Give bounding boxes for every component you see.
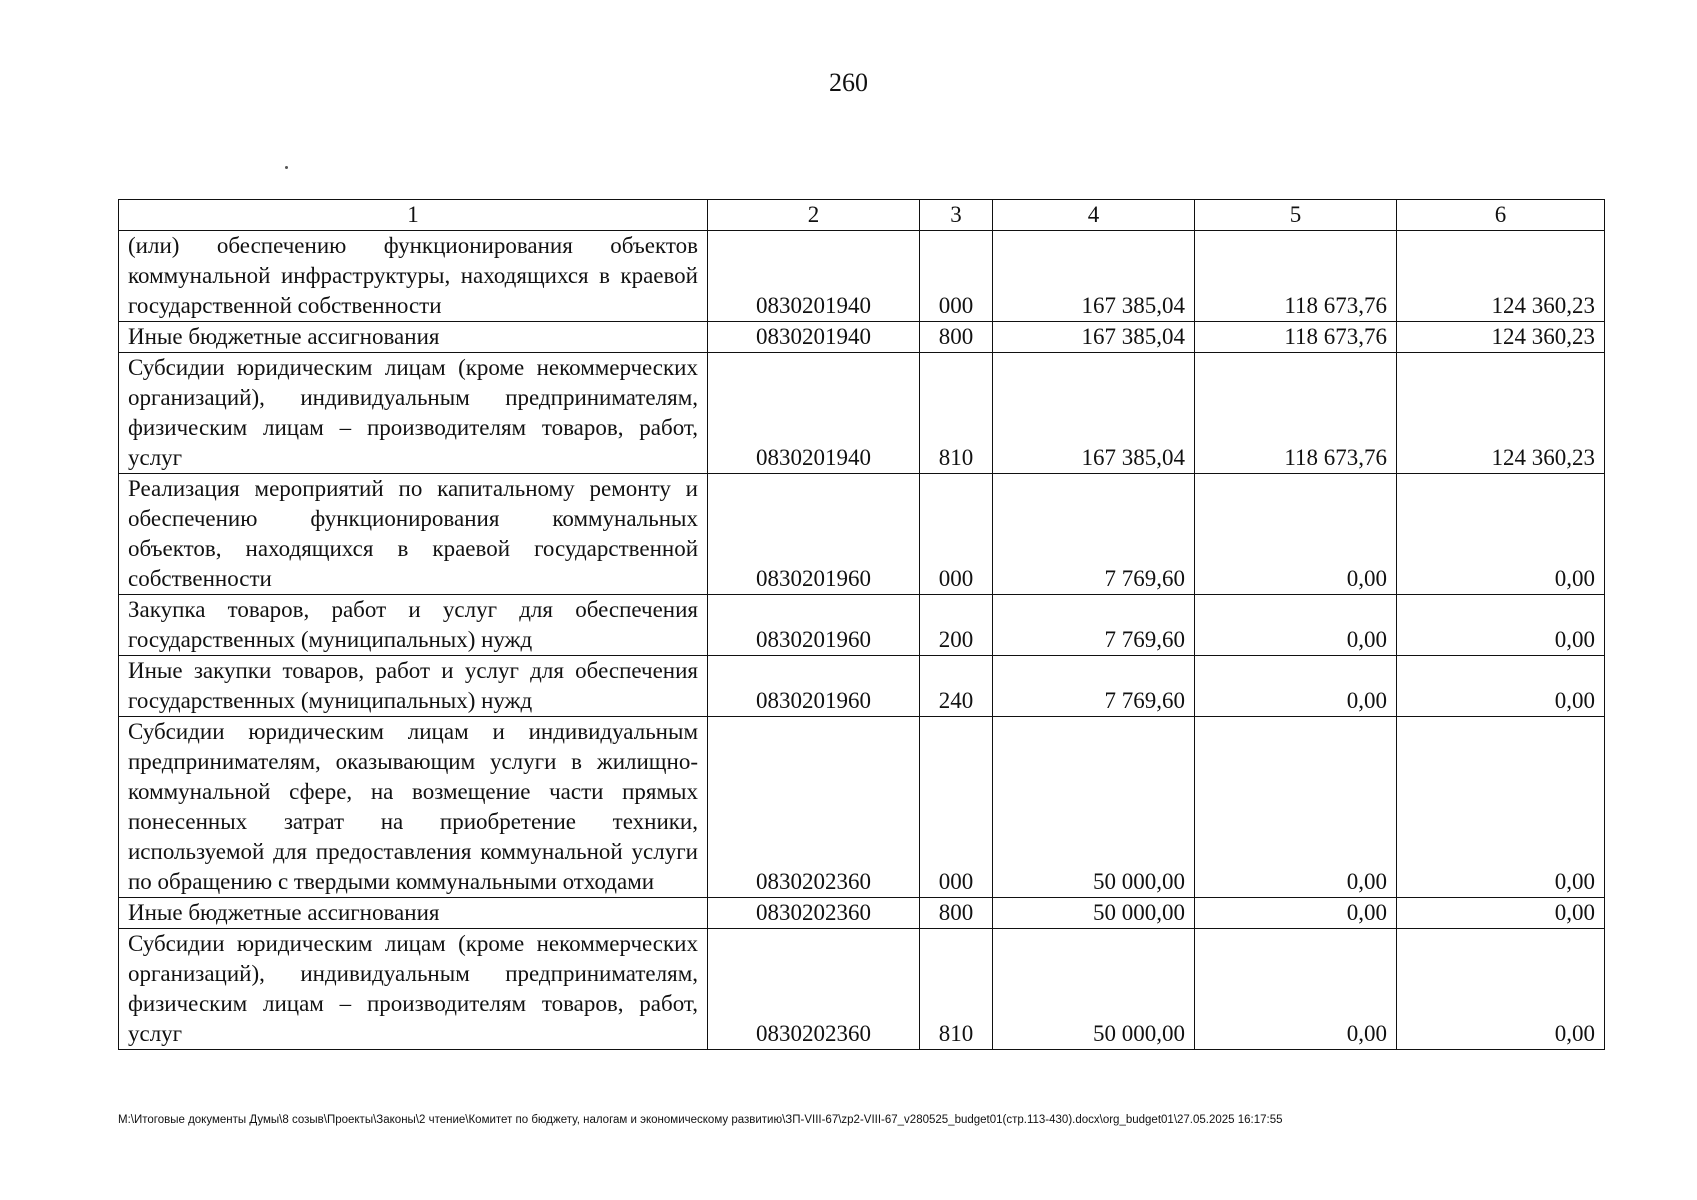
column-header: 5 bbox=[1195, 200, 1397, 231]
row-amount-col6: 0,00 bbox=[1397, 898, 1605, 929]
row-target-code: 0830201940 bbox=[708, 322, 920, 353]
row-target-code: 0830202360 bbox=[708, 929, 920, 1050]
table-header-row bbox=[119, 200, 1605, 231]
row-target-code: 0830201960 bbox=[708, 595, 920, 656]
table-row bbox=[119, 929, 1605, 1050]
row-target-code: 0830201940 bbox=[708, 231, 920, 322]
table-row bbox=[119, 353, 1605, 474]
table-row bbox=[119, 595, 1605, 656]
row-amount-col6: 0,00 bbox=[1397, 929, 1605, 1050]
row-amount-col6: 0,00 bbox=[1397, 595, 1605, 656]
row-amount-col4: 167 385,04 bbox=[993, 353, 1195, 474]
row-amount-col5: 118 673,76 bbox=[1195, 322, 1397, 353]
row-amount-col6: 124 360,23 bbox=[1397, 231, 1605, 322]
column-header: 4 bbox=[993, 200, 1195, 231]
row-amount-col6: 0,00 bbox=[1397, 474, 1605, 595]
table-row bbox=[119, 231, 1605, 322]
row-expense-type: 000 bbox=[920, 717, 993, 898]
row-expense-type: 240 bbox=[920, 656, 993, 717]
row-amount-col6: 124 360,23 bbox=[1397, 322, 1605, 353]
column-header: 6 bbox=[1397, 200, 1605, 231]
row-name: Иные бюджетные ассигнования bbox=[119, 898, 708, 929]
row-amount-col4: 7 769,60 bbox=[993, 474, 1195, 595]
row-expense-type: 200 bbox=[920, 595, 993, 656]
row-amount-col5: 0,00 bbox=[1195, 929, 1397, 1050]
row-amount-col5: 0,00 bbox=[1195, 595, 1397, 656]
row-amount-col4: 7 769,60 bbox=[993, 656, 1195, 717]
row-expense-type: 000 bbox=[920, 231, 993, 322]
column-header: 3 bbox=[920, 200, 993, 231]
row-target-code: 0830201960 bbox=[708, 474, 920, 595]
column-header: 1 bbox=[119, 200, 708, 231]
row-expense-type: 810 bbox=[920, 929, 993, 1050]
row-amount-col5: 118 673,76 bbox=[1195, 353, 1397, 474]
row-target-code: 0830201960 bbox=[708, 656, 920, 717]
row-amount-col6: 0,00 bbox=[1397, 717, 1605, 898]
row-amount-col4: 50 000,00 bbox=[993, 717, 1195, 898]
row-name: Иные закупки товаров, работ и услуг для обеспечения государственных (муниципальных) нужд bbox=[119, 656, 708, 717]
row-expense-type: 810 bbox=[920, 353, 993, 474]
row-name: Закупка товаров, работ и услуг для обеспечения государственных (муниципальных) нужд bbox=[119, 595, 708, 656]
row-amount-col4: 167 385,04 bbox=[993, 231, 1195, 322]
row-amount-col5: 0,00 bbox=[1195, 656, 1397, 717]
row-target-code: 0830201940 bbox=[708, 353, 920, 474]
row-name: Субсидии юридическим лицам (кроме некоммерческих организаций), индивидуальным предпринимателям, физическим лицам – производителям товаров, работ, услуг bbox=[119, 929, 708, 1050]
budget-table bbox=[118, 199, 1605, 1050]
row-name: Иные бюджетные ассигнования bbox=[119, 322, 708, 353]
row-expense-type: 800 bbox=[920, 322, 993, 353]
row-amount-col5: 0,00 bbox=[1195, 717, 1397, 898]
table-row bbox=[119, 474, 1605, 595]
row-name: Субсидии юридическим лицам и индивидуальным предпринимателям, оказывающим услуги в жилищно-коммунальной сфере, на возмещение части прямых понесенных затрат на приобретение техники, используемой для предоставления коммунальной услуги по обращению с твердыми коммунальными отходами bbox=[119, 717, 708, 898]
table-row bbox=[119, 898, 1605, 929]
table-row bbox=[119, 656, 1605, 717]
row-amount-col4: 167 385,04 bbox=[993, 322, 1195, 353]
row-amount-col4: 7 769,60 bbox=[993, 595, 1195, 656]
row-amount-col5: 0,00 bbox=[1195, 474, 1397, 595]
row-expense-type: 800 bbox=[920, 898, 993, 929]
row-expense-type: 000 bbox=[920, 474, 993, 595]
scan-speck bbox=[285, 166, 288, 169]
row-amount-col6: 0,00 bbox=[1397, 656, 1605, 717]
table-row bbox=[119, 717, 1605, 898]
table-row bbox=[119, 322, 1605, 353]
row-target-code: 0830202360 bbox=[708, 898, 920, 929]
row-amount-col4: 50 000,00 bbox=[993, 929, 1195, 1050]
row-amount-col5: 118 673,76 bbox=[1195, 231, 1397, 322]
row-target-code: 0830202360 bbox=[708, 717, 920, 898]
column-header: 2 bbox=[708, 200, 920, 231]
row-amount-col4: 50 000,00 bbox=[993, 898, 1195, 929]
document-file-path: M:\Итоговые документы Думы\8 созыв\Проекты\Законы\2 чтение\Комитет по бюджету, налогам и экономическому развитию\ЗП-VIII-67\zp2-VIII-67_v280525_budget01(стр.113-430).docx\org_budget01\27.05.2025 16:17:55 bbox=[118, 1114, 1283, 1126]
row-name: (или) обеспечению функционирования объектов коммунальной инфраструктуры, находящихся в краевой государственной собственности bbox=[119, 231, 708, 322]
row-amount-col6: 124 360,23 bbox=[1397, 353, 1605, 474]
row-name: Реализация мероприятий по капитальному ремонту и обеспечению функционирования коммунальных объектов, находящихся в краевой государственной собственности bbox=[119, 474, 708, 595]
page-number: 260 bbox=[829, 68, 868, 97]
row-amount-col5: 0,00 bbox=[1195, 898, 1397, 929]
row-name: Субсидии юридическим лицам (кроме некоммерческих организаций), индивидуальным предпринимателям, физическим лицам – производителям товаров, работ, услуг bbox=[119, 353, 708, 474]
